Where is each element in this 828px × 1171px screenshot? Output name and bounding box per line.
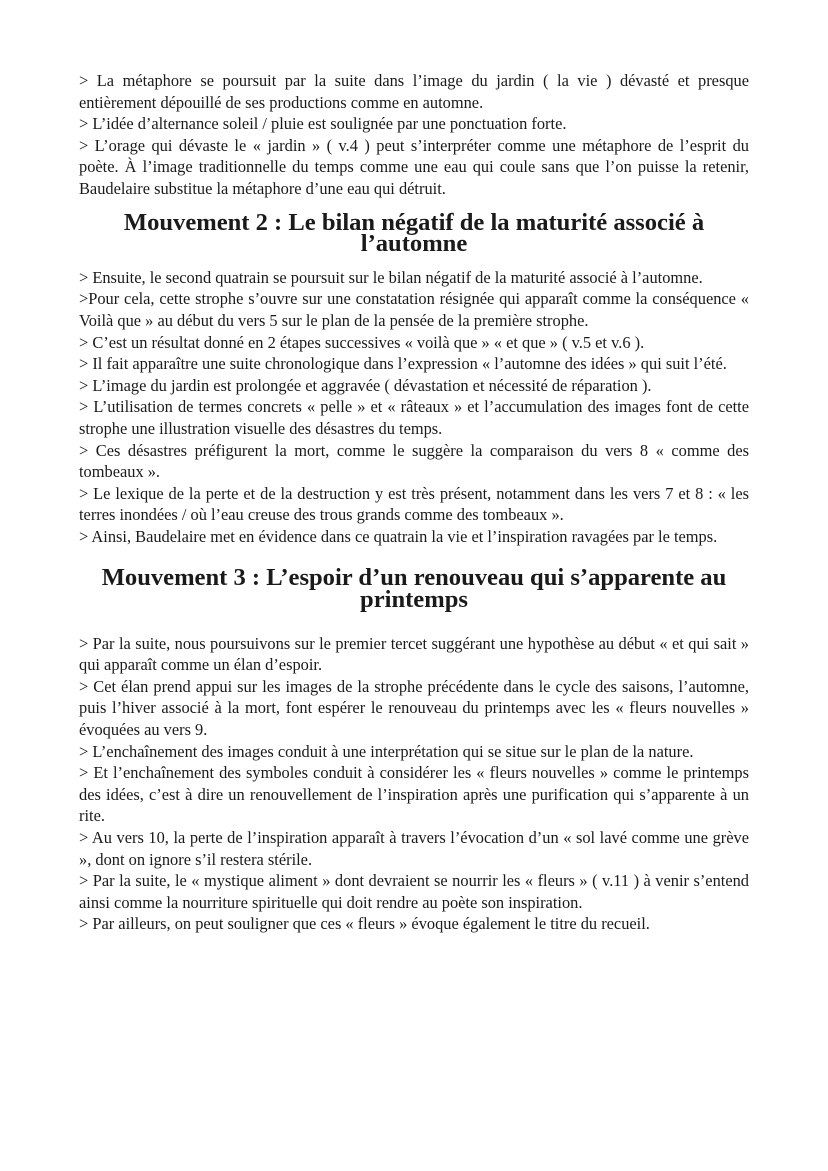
paragraph: > Par ailleurs, on peut souligner que ces « fleurs » évoque également le titre du recueil.: [79, 914, 650, 934]
paragraph: > L’idée d’alternance soleil / pluie est soulignée par une ponctuation forte.: [79, 114, 567, 134]
paragraph: > Cet élan prend appui sur les images de la strophe précédente dans le cycle des saisons, l’automne, puis l’hiver associé à la mort, font espérer le renouveau du printemps avec les « fleurs nouvelles » évoquées au vers 9.: [79, 676, 749, 740]
intro-section: [79, 70, 749, 200]
paragraph: > Au vers 10, la perte de l’inspiration apparaît à travers l’évocation d’un « sol lavé comme une grève », dont on ignore s’il restera stérile.: [79, 828, 749, 869]
section-heading-movement-2: Mouvement 2 : Le bilan négatif de la maturité associé à l’automne: [123, 208, 705, 258]
paragraph: >Pour cela, cette strophe s’ouvre sur une constatation résignée qui apparaît comme la conséquence « Voilà que » au début du vers 5 sur le plan de la pensée de la première strophe.: [79, 289, 749, 330]
paragraph: > C’est un résultat donné en 2 étapes successives « voilà que » « et que » ( v.5 et v.6 ).: [79, 332, 645, 352]
paragraph: > Et l’enchaînement des symboles conduit à considérer les « fleurs nouvelles » comme le printemps des idées, c’est à dire un renouvellement de l’inspiration après une purification qui s’apparente à un rite.: [79, 763, 749, 826]
paragraph: > L’utilisation de termes concrets « pelle » et « râteaux » et l’accumulation des images font de cette strophe une illustration visuelle des désastres du temps.: [79, 397, 749, 438]
paragraph: > L’image du jardin est prolongée et aggravée ( dévastation et nécessité de réparation ).: [79, 375, 652, 395]
paragraph: > Par la suite, le « mystique aliment » dont devraient se nourrir les « fleurs » ( v.11 ) à venir s’entend ainsi comme la nourriture spirituelle qui doit rendre au poète son inspiration.: [79, 871, 749, 912]
paragraph: > Le lexique de la perte et de la destruction y est très présent, notamment dans les vers 7 et 8 : « les terres inondées / où l’eau creuse des trous grands comme des tombeaux ».: [79, 483, 749, 525]
paragraph: > Ces désastres préfigurent la mort, comme le suggère la comparaison du vers 8 « comme des tombeaux ».: [79, 440, 749, 482]
paragraph: > Ensuite, le second quatrain se poursuit sur le bilan négatif de la maturité associé à l’automne.: [79, 267, 703, 287]
movement-3-section: [79, 633, 749, 935]
paragraph: > Par la suite, nous poursuivons sur le premier tercet suggérant une hypothèse au début « et qui sait » qui apparaît comme un élan d’espoir.: [79, 633, 749, 675]
paragraph: > Il fait apparaître une suite chronologique dans l’expression « l’automne des idées » qui suit l’été.: [79, 354, 727, 374]
paragraph: > L’enchaînement des images conduit à une interprétation qui se situe sur le plan de la nature.: [79, 741, 694, 761]
paragraph: > L’orage qui dévaste le « jardin » ( v.4 ) peut s’interpréter comme une métaphore de l’esprit du poète. À l’image traditionnelle du temps comme une eau qui coule sans que l’on puisse la retenir, Baudelaire substitue la métaphore d’une eau qui détruit.: [79, 135, 749, 198]
paragraph: > Ainsi, Baudelaire met en évidence dans ce quatrain la vie et l’inspiration ravagées par le temps.: [79, 526, 718, 546]
paragraph: > La métaphore se poursuit par la suite dans l’image du jardin ( la vie ) dévasté et presque entièrement dépouillé de ses productions comme en automne.: [79, 71, 749, 112]
document-page: [79, 70, 749, 935]
section-heading-movement-3: Mouvement 3 : L’espoir d’un renouveau qui s’apparente au printemps: [101, 564, 727, 614]
movement-2-section: [79, 267, 749, 548]
